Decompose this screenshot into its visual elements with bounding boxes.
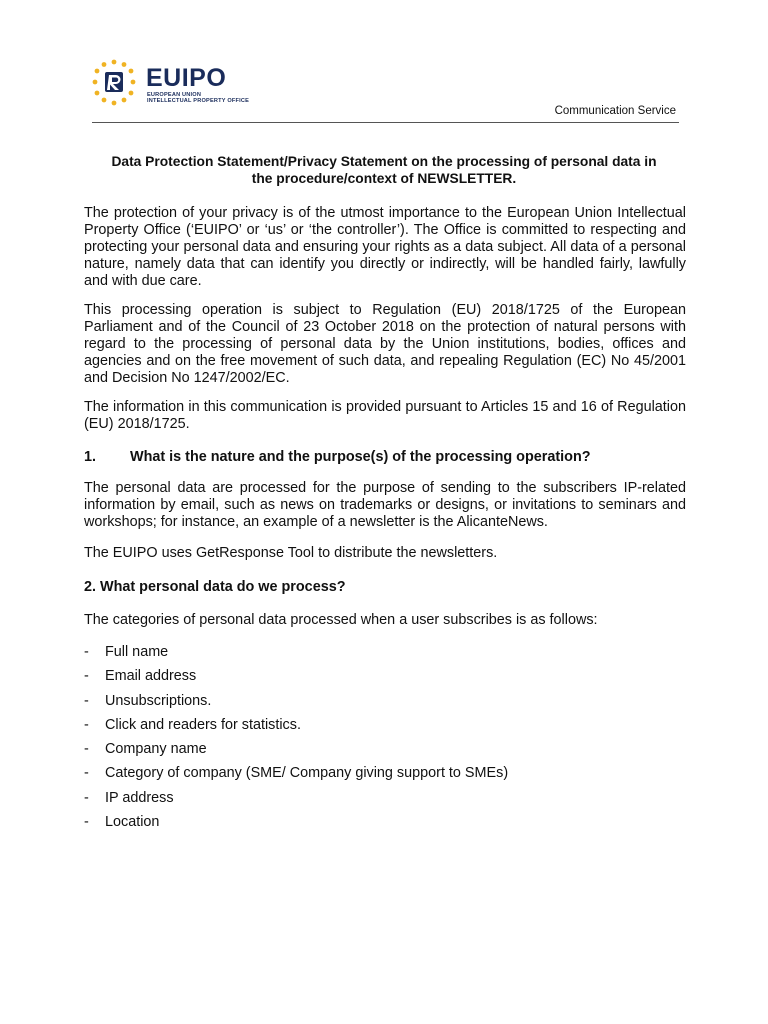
department-label: Communication Service xyxy=(554,105,676,117)
title-line-1: Data Protection Statement/Privacy Statement on the processing of personal data in xyxy=(111,154,657,169)
header-divider xyxy=(92,122,679,123)
logo-subline-1: EUROPEAN UNION xyxy=(147,92,202,98)
document-title xyxy=(84,153,684,187)
title-line-2: the procedure/context of NEWSLETTER. xyxy=(251,171,517,186)
section-2-heading: 2. What personal data do we process? xyxy=(84,579,346,595)
list-item: - Click and readers for statistics. xyxy=(84,717,508,741)
list-item: - Email address xyxy=(84,668,508,692)
intro-paragraph: The protection of your privacy is of the utmost importance to the European Union Intellectual Property Office (‘EUIPO’ or ‘us’ or ‘the controller’). The Office is committed to respecting and protecting your personal data and ensuring your rights as a data subject. All data of a personal nature, namely data that can identify you directly or indirectly, will be handled fairly, lawfully and with due care. xyxy=(84,205,686,289)
list-item: - IP address xyxy=(84,790,508,814)
section-1-heading xyxy=(84,449,591,466)
section-1-paragraph-2: The EUIPO uses GetResponse Tool to distribute the newsletters. xyxy=(84,545,498,561)
regulation-paragraph: This processing operation is subject to Regulation (EU) 2018/1725 of the European Parliament and of the Council of 23 October 2018 on the protection of natural persons with regard to the processing of personal data by the Union institutions, bodies, offices and agencies and on the free movement of such data, and repealing Regulation (EC) No 45/2001 and Decision No 1247/2002/EC. xyxy=(84,302,686,386)
list-item: - Company name xyxy=(84,741,508,765)
list-item: - Location xyxy=(84,814,508,838)
section-1-paragraph-1: The personal data are processed for the purpose of sending to the subscribers IP-related information by email, such as news on trademarks or designs, or invitations to seminars and workshops; for instance, an example of a newsletter is the AlicanteNews. xyxy=(84,480,686,530)
eu-stars-r-emblem-icon xyxy=(88,58,144,108)
list-item: - Full name xyxy=(84,644,508,668)
information-paragraph: The information in this communication is provided pursuant to Articles 15 and 16 of Regulation (EU) 2018/1725. xyxy=(84,399,686,432)
personal-data-list xyxy=(84,644,508,838)
list-item: - Category of company (SME/ Company giving support to SMEs) xyxy=(84,765,508,789)
logo-subline xyxy=(147,92,249,105)
list-item: - Unsubscriptions. xyxy=(84,693,508,717)
section-1-number: 1. xyxy=(84,449,97,465)
section-1-title: What is the nature and the purpose(s) of the processing operation? xyxy=(130,449,591,465)
logo-wordmark: EUIPO xyxy=(146,64,227,92)
logo-subline-2: INTELLECTUAL PROPERTY OFFICE xyxy=(147,98,250,105)
euipo-logo xyxy=(88,58,268,108)
section-2-intro: The categories of personal data processed when a user subscribes is as follows: xyxy=(84,612,598,628)
